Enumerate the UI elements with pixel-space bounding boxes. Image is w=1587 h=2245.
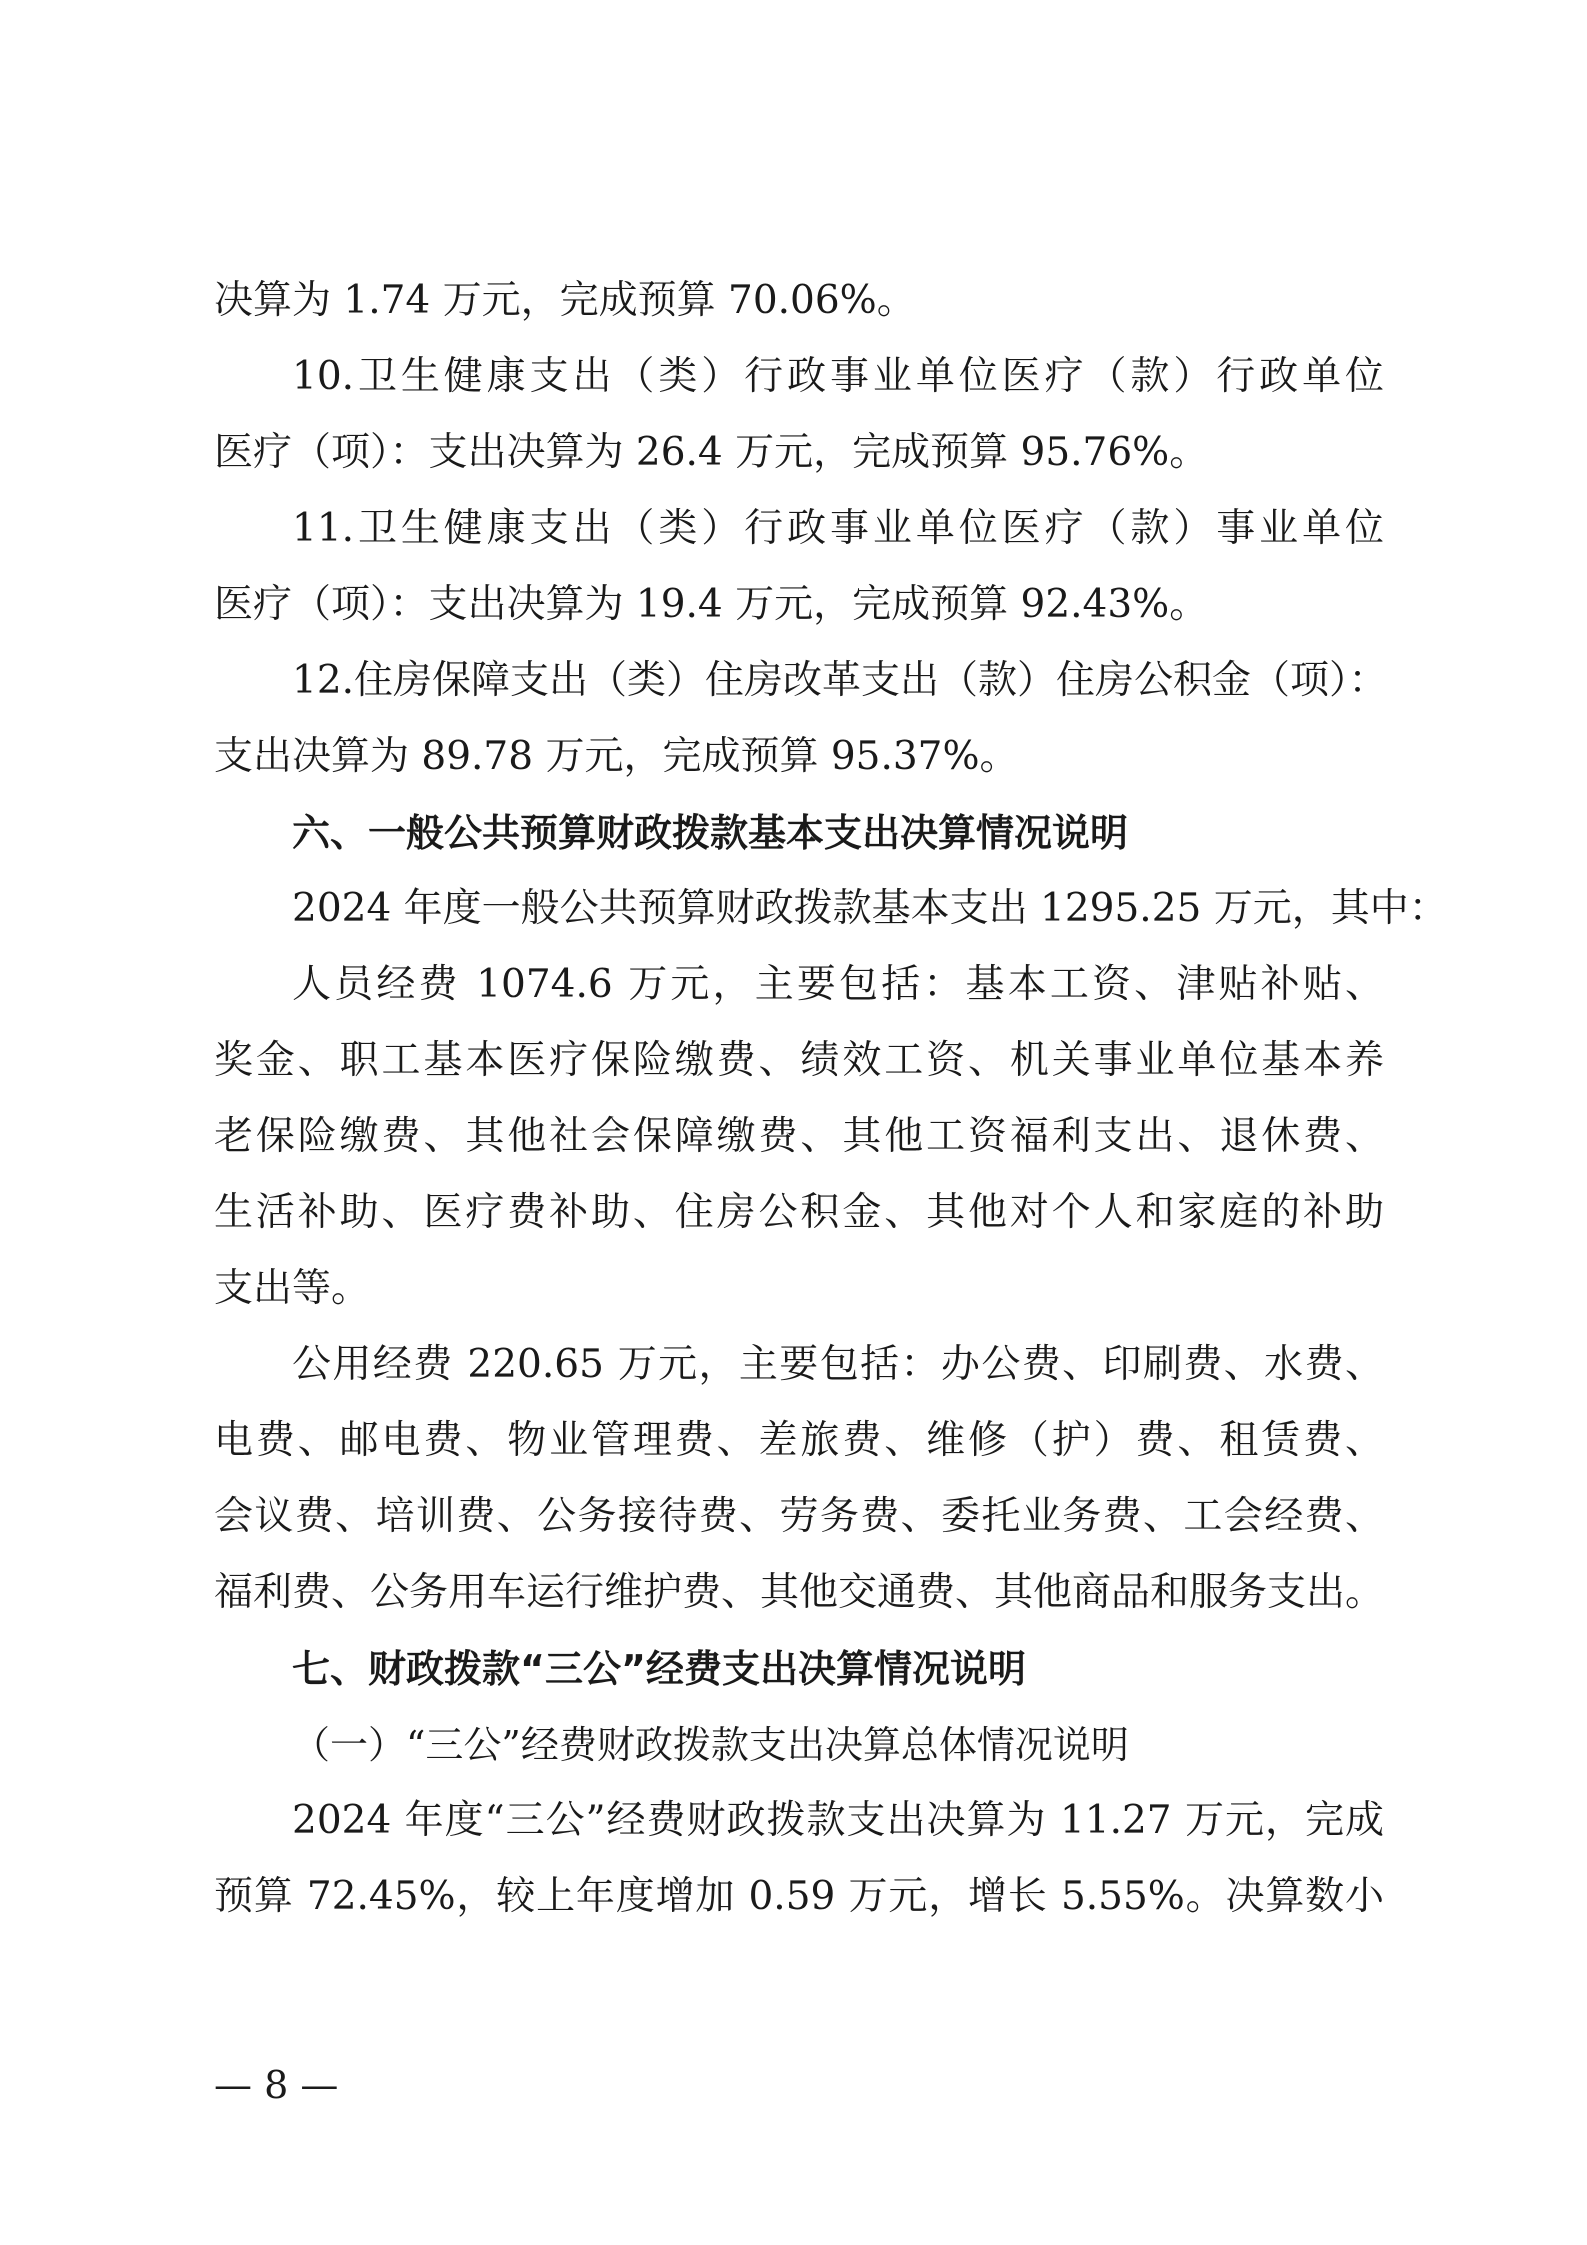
paragraph-line: 决算为 1.74 万元，完成预算 70.06%。 <box>214 278 916 323</box>
document-body <box>214 263 1448 1935</box>
section-heading: 七、财政拨款“三公”经费支出决算情况说明 <box>292 1647 1026 1691</box>
paragraph-line: 医疗（项）：支出决算为 19.4 万元，完成预算 92.43%。 <box>214 582 1209 627</box>
paragraph-line: 电费、邮电费、物业管理费、差旅费、维修（护）费、租赁费、 <box>214 1418 1384 1463</box>
paragraph-line: 10.卫生健康支出（类）行政事业单位医疗（款）行政单位 <box>292 354 1384 399</box>
subsection-heading: （一）“三公”经费财政拨款支出决算总体情况说明 <box>292 1723 1129 1767</box>
paragraph-line: 人员经费 1074.6 万元，主要包括：基本工资、津贴补贴、 <box>292 962 1384 1007</box>
paragraph-line: 公用经费 220.65 万元，主要包括：办公费、印刷费、水费、 <box>292 1342 1384 1387</box>
paragraph-line: 2024 年度一般公共预算财政拨款基本支出 1295.25 万元，其中： <box>292 886 1448 931</box>
paragraph-line: 会议费、培训费、公务接待费、劳务费、委托业务费、工会经费、 <box>214 1494 1384 1539</box>
paragraph-line: 生活补助、医疗费补助、住房公积金、其他对个人和家庭的补助 <box>214 1190 1384 1235</box>
paragraph-line: 支出决算为 89.78 万元，完成预算 95.37%。 <box>214 734 1019 779</box>
paragraph-line: 医疗（项）：支出决算为 26.4 万元，完成预算 95.76%。 <box>214 430 1209 475</box>
paragraph-line: 福利费、公务用车运行维护费、其他交通费、其他商品和服务支出。 <box>214 1570 1385 1615</box>
page-number: — 8 — <box>214 2063 339 2107</box>
paragraph-line: 支出等。 <box>214 1266 371 1311</box>
paragraph-line: 12.住房保障支出（类）住房改革支出（款）住房公积金（项）： <box>292 658 1388 703</box>
paragraph-line: 预算 72.45%，较上年度增加 0.59 万元，增长 5.55%。决算数小 <box>214 1874 1384 1919</box>
paragraph-line: 11.卫生健康支出（类）行政事业单位医疗（款）事业单位 <box>292 506 1384 551</box>
paragraph-line: 奖金、职工基本医疗保险缴费、绩效工资、机关事业单位基本养 <box>214 1038 1384 1083</box>
paragraph-line: 老保险缴费、其他社会保障缴费、其他工资福利支出、退休费、 <box>214 1114 1384 1159</box>
section-heading: 六、一般公共预算财政拨款基本支出决算情况说明 <box>292 811 1129 855</box>
paragraph-line: 2024 年度“三公”经费财政拨款支出决算为 11.27 万元，完成 <box>292 1798 1384 1843</box>
